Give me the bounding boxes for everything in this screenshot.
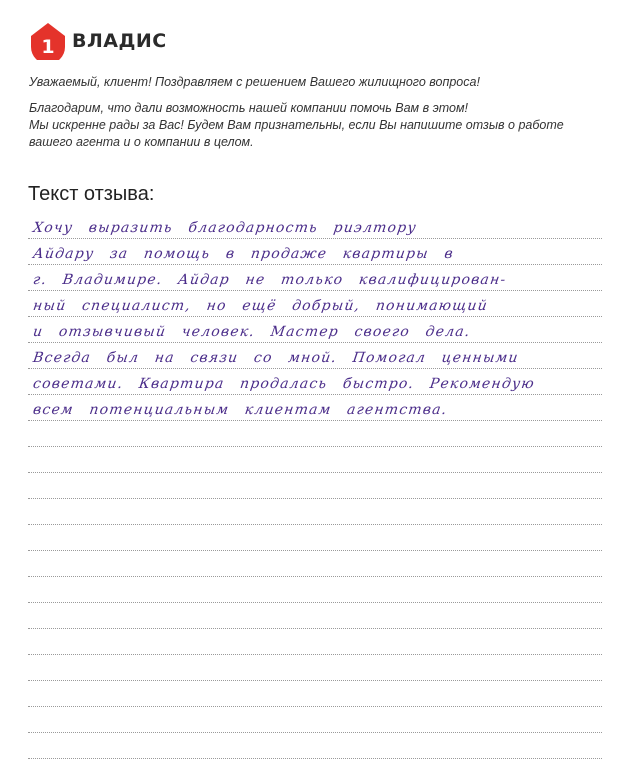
handwritten-text: советами. Квартира продалась быстро. Рекомендую: [32, 376, 536, 392]
intro-greeting: Уважаемый, клиент! Поздравляем с решением Вашего жилищного вопроса!: [29, 75, 480, 89]
handwritten-text: ный специалист, но ещё добрый, понимающий: [32, 298, 490, 314]
review-line-9: [28, 420, 602, 447]
review-line-17: [28, 628, 602, 655]
review-line-12: [28, 498, 602, 525]
handwritten-text: и отзывчивый человек. Мастер своего дела.: [32, 324, 472, 340]
intro-thanks-line-3: вашего агента и о компании в целом.: [29, 135, 254, 149]
handwritten-text: всем потенциальным клиентам агентства.: [32, 402, 449, 418]
review-line-21: [28, 732, 602, 759]
brand-name: ВЛАДИС: [72, 30, 167, 52]
review-line-1: [28, 212, 602, 239]
review-line-11: [28, 472, 602, 499]
intro-thanks-line-1: Благодарим, что дали возможность нашей компании помочь Вам в этом!: [29, 101, 469, 115]
logo-digit: 1: [41, 36, 55, 58]
intro-thanks-line-2: Мы искренне рады за Вас! Будем Вам признательны, если Вы напишите отзыв о работе: [29, 118, 564, 132]
review-line-10: [28, 446, 602, 473]
brand-logo: [30, 22, 167, 60]
handwritten-text: Айдару за помощь в продаже квартиры в: [32, 246, 455, 262]
review-line-3: [28, 264, 602, 291]
review-line-14: [28, 550, 602, 577]
review-line-16: [28, 602, 602, 629]
review-title: Текст отзыва:: [28, 183, 155, 205]
review-line-8: [28, 394, 602, 421]
review-line-19: [28, 680, 602, 707]
handwritten-text: Хочу выразить благодарность риэлтору: [32, 220, 418, 236]
intro-text: [29, 74, 599, 151]
review-line-15: [28, 576, 602, 603]
review-line-2: [28, 238, 602, 265]
handwritten-text: г. Владимире. Айдар не только квалифицирован-: [32, 272, 508, 288]
review-line-13: [28, 524, 602, 551]
review-line-7: [28, 368, 602, 395]
handwritten-text: Всегда был на связи со мной. Помогал ценными: [32, 350, 520, 366]
review-line-20: [28, 706, 602, 733]
review-line-5: [28, 316, 602, 343]
review-line-18: [28, 654, 602, 681]
review-line-6: [28, 342, 602, 369]
review-line-4: [28, 290, 602, 317]
house-key-icon: [30, 22, 66, 60]
